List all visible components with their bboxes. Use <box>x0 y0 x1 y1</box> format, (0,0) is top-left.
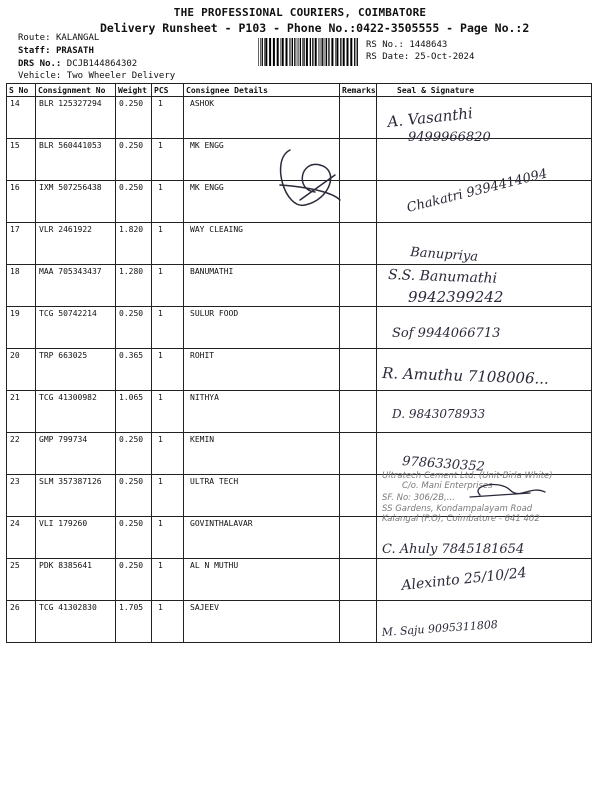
cell-remarks <box>340 139 377 181</box>
signature-row-21: D. 9843078933 <box>392 407 486 421</box>
cell-pcs: 1 <box>152 475 184 517</box>
route-value: KALANGAL <box>55 33 100 43</box>
cell-weight: 0.250 <box>116 139 152 181</box>
cell-sno: 19 <box>7 307 36 349</box>
cell-consignee: ULTRA TECH <box>184 475 340 517</box>
cell-sno: 23 <box>7 475 36 517</box>
cell-consignment: SLM 357387126 <box>36 475 116 517</box>
col-remarks: Remarks <box>340 84 377 97</box>
cell-signature <box>377 349 592 391</box>
cell-remarks <box>340 391 377 433</box>
cell-consignee: SULUR FOOD <box>184 307 340 349</box>
signature-row-24: C. Ahuly 7845181654 <box>382 542 525 557</box>
cell-sno: 24 <box>7 517 36 559</box>
cell-pcs: 1 <box>152 223 184 265</box>
col-consignment: Consignment No <box>36 84 116 97</box>
cell-consignee: WAY CLEAING <box>184 223 340 265</box>
table-row <box>7 307 592 349</box>
cell-signature <box>377 517 592 559</box>
cell-signature <box>377 181 592 223</box>
rs-date-line: RS Date: 25-Oct-2024 <box>366 52 475 62</box>
cell-weight: 1.280 <box>116 265 152 307</box>
cell-consignee: ROHIT <box>184 349 340 391</box>
cell-remarks <box>340 559 377 601</box>
table-row <box>7 265 592 307</box>
cell-pcs: 1 <box>152 601 184 643</box>
cell-weight: 0.250 <box>116 307 152 349</box>
stamp-line-4: SS Gardens, Kondampalayam Road <box>382 504 533 514</box>
cell-remarks <box>340 601 377 643</box>
phone-row-14: 9499966820 <box>408 130 491 145</box>
cell-signature <box>377 97 592 139</box>
cell-signature <box>377 475 592 517</box>
table-row <box>7 433 592 475</box>
table-row <box>7 601 592 643</box>
staff-value: PRASATH <box>55 46 94 56</box>
cell-consignee: ASHOK <box>184 97 340 139</box>
table-row <box>7 517 592 559</box>
cell-sno: 20 <box>7 349 36 391</box>
cell-consignee: NITHYA <box>184 391 340 433</box>
stamp-line-5: Kalangal (P.O), Coimbatore - 641 402 <box>382 514 540 524</box>
signature-row-19: Sof 9944066713 <box>392 326 501 341</box>
signature-row-18b: S.S. Banumathi <box>387 267 498 287</box>
cell-signature <box>377 265 592 307</box>
cell-pcs: 1 <box>152 139 184 181</box>
cell-consignment: GMP 799734 <box>36 433 116 475</box>
cell-signature <box>377 601 592 643</box>
col-consignee: Consignee Details <box>184 84 340 97</box>
cell-remarks <box>340 265 377 307</box>
cell-weight: 1.065 <box>116 391 152 433</box>
cell-sno: 16 <box>7 181 36 223</box>
cell-sno: 26 <box>7 601 36 643</box>
cell-sno: 22 <box>7 433 36 475</box>
cell-signature <box>377 307 592 349</box>
cell-signature <box>377 223 592 265</box>
cell-weight: 0.365 <box>116 349 152 391</box>
cell-consignment: BLR 560441053 <box>36 139 116 181</box>
table-row <box>7 139 592 181</box>
runsheet-title: Delivery Runsheet - P103 - Phone No.:0422-3505555 - Page No.:2 <box>100 21 530 35</box>
cell-consignee: MK ENGG <box>184 181 340 223</box>
cell-pcs: 1 <box>152 433 184 475</box>
table-row <box>7 349 592 391</box>
table-row <box>7 391 592 433</box>
cell-pcs: 1 <box>152 391 184 433</box>
cell-sno: 21 <box>7 391 36 433</box>
cell-pcs: 1 <box>152 97 184 139</box>
cell-sno: 18 <box>7 265 36 307</box>
cell-weight: 0.250 <box>116 475 152 517</box>
cell-weight: 0.250 <box>116 517 152 559</box>
table-row <box>7 559 592 601</box>
cell-remarks <box>340 517 377 559</box>
cell-pcs: 1 <box>152 559 184 601</box>
rs-no-value: 1448643 <box>409 40 448 50</box>
barcode <box>258 38 360 66</box>
cell-signature <box>377 559 592 601</box>
col-weight: Weight <box>116 84 152 97</box>
cell-consignee: SAJEEV <box>184 601 340 643</box>
cell-remarks <box>340 307 377 349</box>
cell-consignment: BLR 125327294 <box>36 97 116 139</box>
cell-sno: 14 <box>7 97 36 139</box>
cell-consignment: VLR 2461922 <box>36 223 116 265</box>
cell-consignment: TRP 663025 <box>36 349 116 391</box>
cell-remarks <box>340 433 377 475</box>
signature-row-20: R. Amuthu 7108006... <box>381 364 550 388</box>
cell-consignment: IXM 507256438 <box>36 181 116 223</box>
cell-remarks <box>340 223 377 265</box>
col-seal-signature: Seal & Signature <box>377 84 592 97</box>
cell-sno: 17 <box>7 223 36 265</box>
runsheet-table <box>6 83 592 643</box>
rs-date-value: 25-Oct-2024 <box>414 52 475 62</box>
rs-no-line: RS No.: 1448643 <box>366 40 448 50</box>
cell-consignment: MAA 705343437 <box>36 265 116 307</box>
cell-weight: 1.820 <box>116 223 152 265</box>
signature-row-16: Chakatri 9394414094 <box>405 166 549 216</box>
staff-line: Staff: PRASATH <box>18 46 94 56</box>
cell-weight: 0.250 <box>116 559 152 601</box>
phone-row-18: 9942399242 <box>408 288 504 306</box>
cell-remarks <box>340 181 377 223</box>
col-sno: S No <box>7 84 36 97</box>
cell-consignment: VLI 179260 <box>36 517 116 559</box>
cell-consignee: KEMIN <box>184 433 340 475</box>
cell-consignee: MK ENGG <box>184 139 340 181</box>
cell-weight: 0.250 <box>116 433 152 475</box>
cell-consignee: GOVINTHALAVAR <box>184 517 340 559</box>
cell-consignee: AL N MUTHU <box>184 559 340 601</box>
signature-row-26: M. Saju 9095311808 <box>381 617 499 639</box>
cell-consignment: TCG 50742214 <box>36 307 116 349</box>
table-row <box>7 223 592 265</box>
drs-value: DCJB144864302 <box>66 59 138 69</box>
cell-pcs: 1 <box>152 517 184 559</box>
cell-remarks <box>340 349 377 391</box>
table-row <box>7 97 592 139</box>
col-pcs: PCS <box>152 84 184 97</box>
cell-remarks <box>340 475 377 517</box>
cell-signature <box>377 139 592 181</box>
cell-pcs: 1 <box>152 265 184 307</box>
table-row <box>7 475 592 517</box>
cell-sno: 25 <box>7 559 36 601</box>
signature-row-18a: Banupriya <box>409 245 479 265</box>
drs-line: DRS No.: DCJB144864302 <box>18 59 138 69</box>
stamp-line-1: Ultratech Cement Ltd. (Unit-Birla White) <box>382 471 553 481</box>
cell-consignee: BANUMATHI <box>184 265 340 307</box>
cell-weight: 0.250 <box>116 181 152 223</box>
cell-pcs: 1 <box>152 181 184 223</box>
signature-row-25: Alexinto 25/10/24 <box>400 564 528 594</box>
cell-consignment: TCG 41300982 <box>36 391 116 433</box>
table-header-row <box>7 84 592 97</box>
cell-consignment: PDK 8385641 <box>36 559 116 601</box>
stamp-line-2: C/o. Mani Enterprises <box>402 481 493 491</box>
vehicle-line: Vehicle: Two Wheeler Delivery <box>18 71 176 81</box>
cell-sno: 15 <box>7 139 36 181</box>
route-line: Route: KALANGAL <box>18 33 100 43</box>
cell-signature <box>377 433 592 475</box>
cell-consignment: TCG 41302830 <box>36 601 116 643</box>
vehicle-value: Two Wheeler Delivery <box>66 71 176 81</box>
cell-signature <box>377 391 592 433</box>
signature-row-22: 9786330352 <box>401 454 486 475</box>
cell-remarks <box>340 97 377 139</box>
table-row <box>7 181 592 223</box>
stamp-line-3: SF. No: 306/2B,... <box>382 493 455 503</box>
cell-pcs: 1 <box>152 307 184 349</box>
cell-weight: 1.705 <box>116 601 152 643</box>
signature-row-14: A. Vasanthi <box>386 104 474 131</box>
cell-pcs: 1 <box>152 349 184 391</box>
company-name: THE PROFESSIONAL COURIERS, COIMBATORE <box>173 6 427 19</box>
cell-weight: 0.250 <box>116 97 152 139</box>
